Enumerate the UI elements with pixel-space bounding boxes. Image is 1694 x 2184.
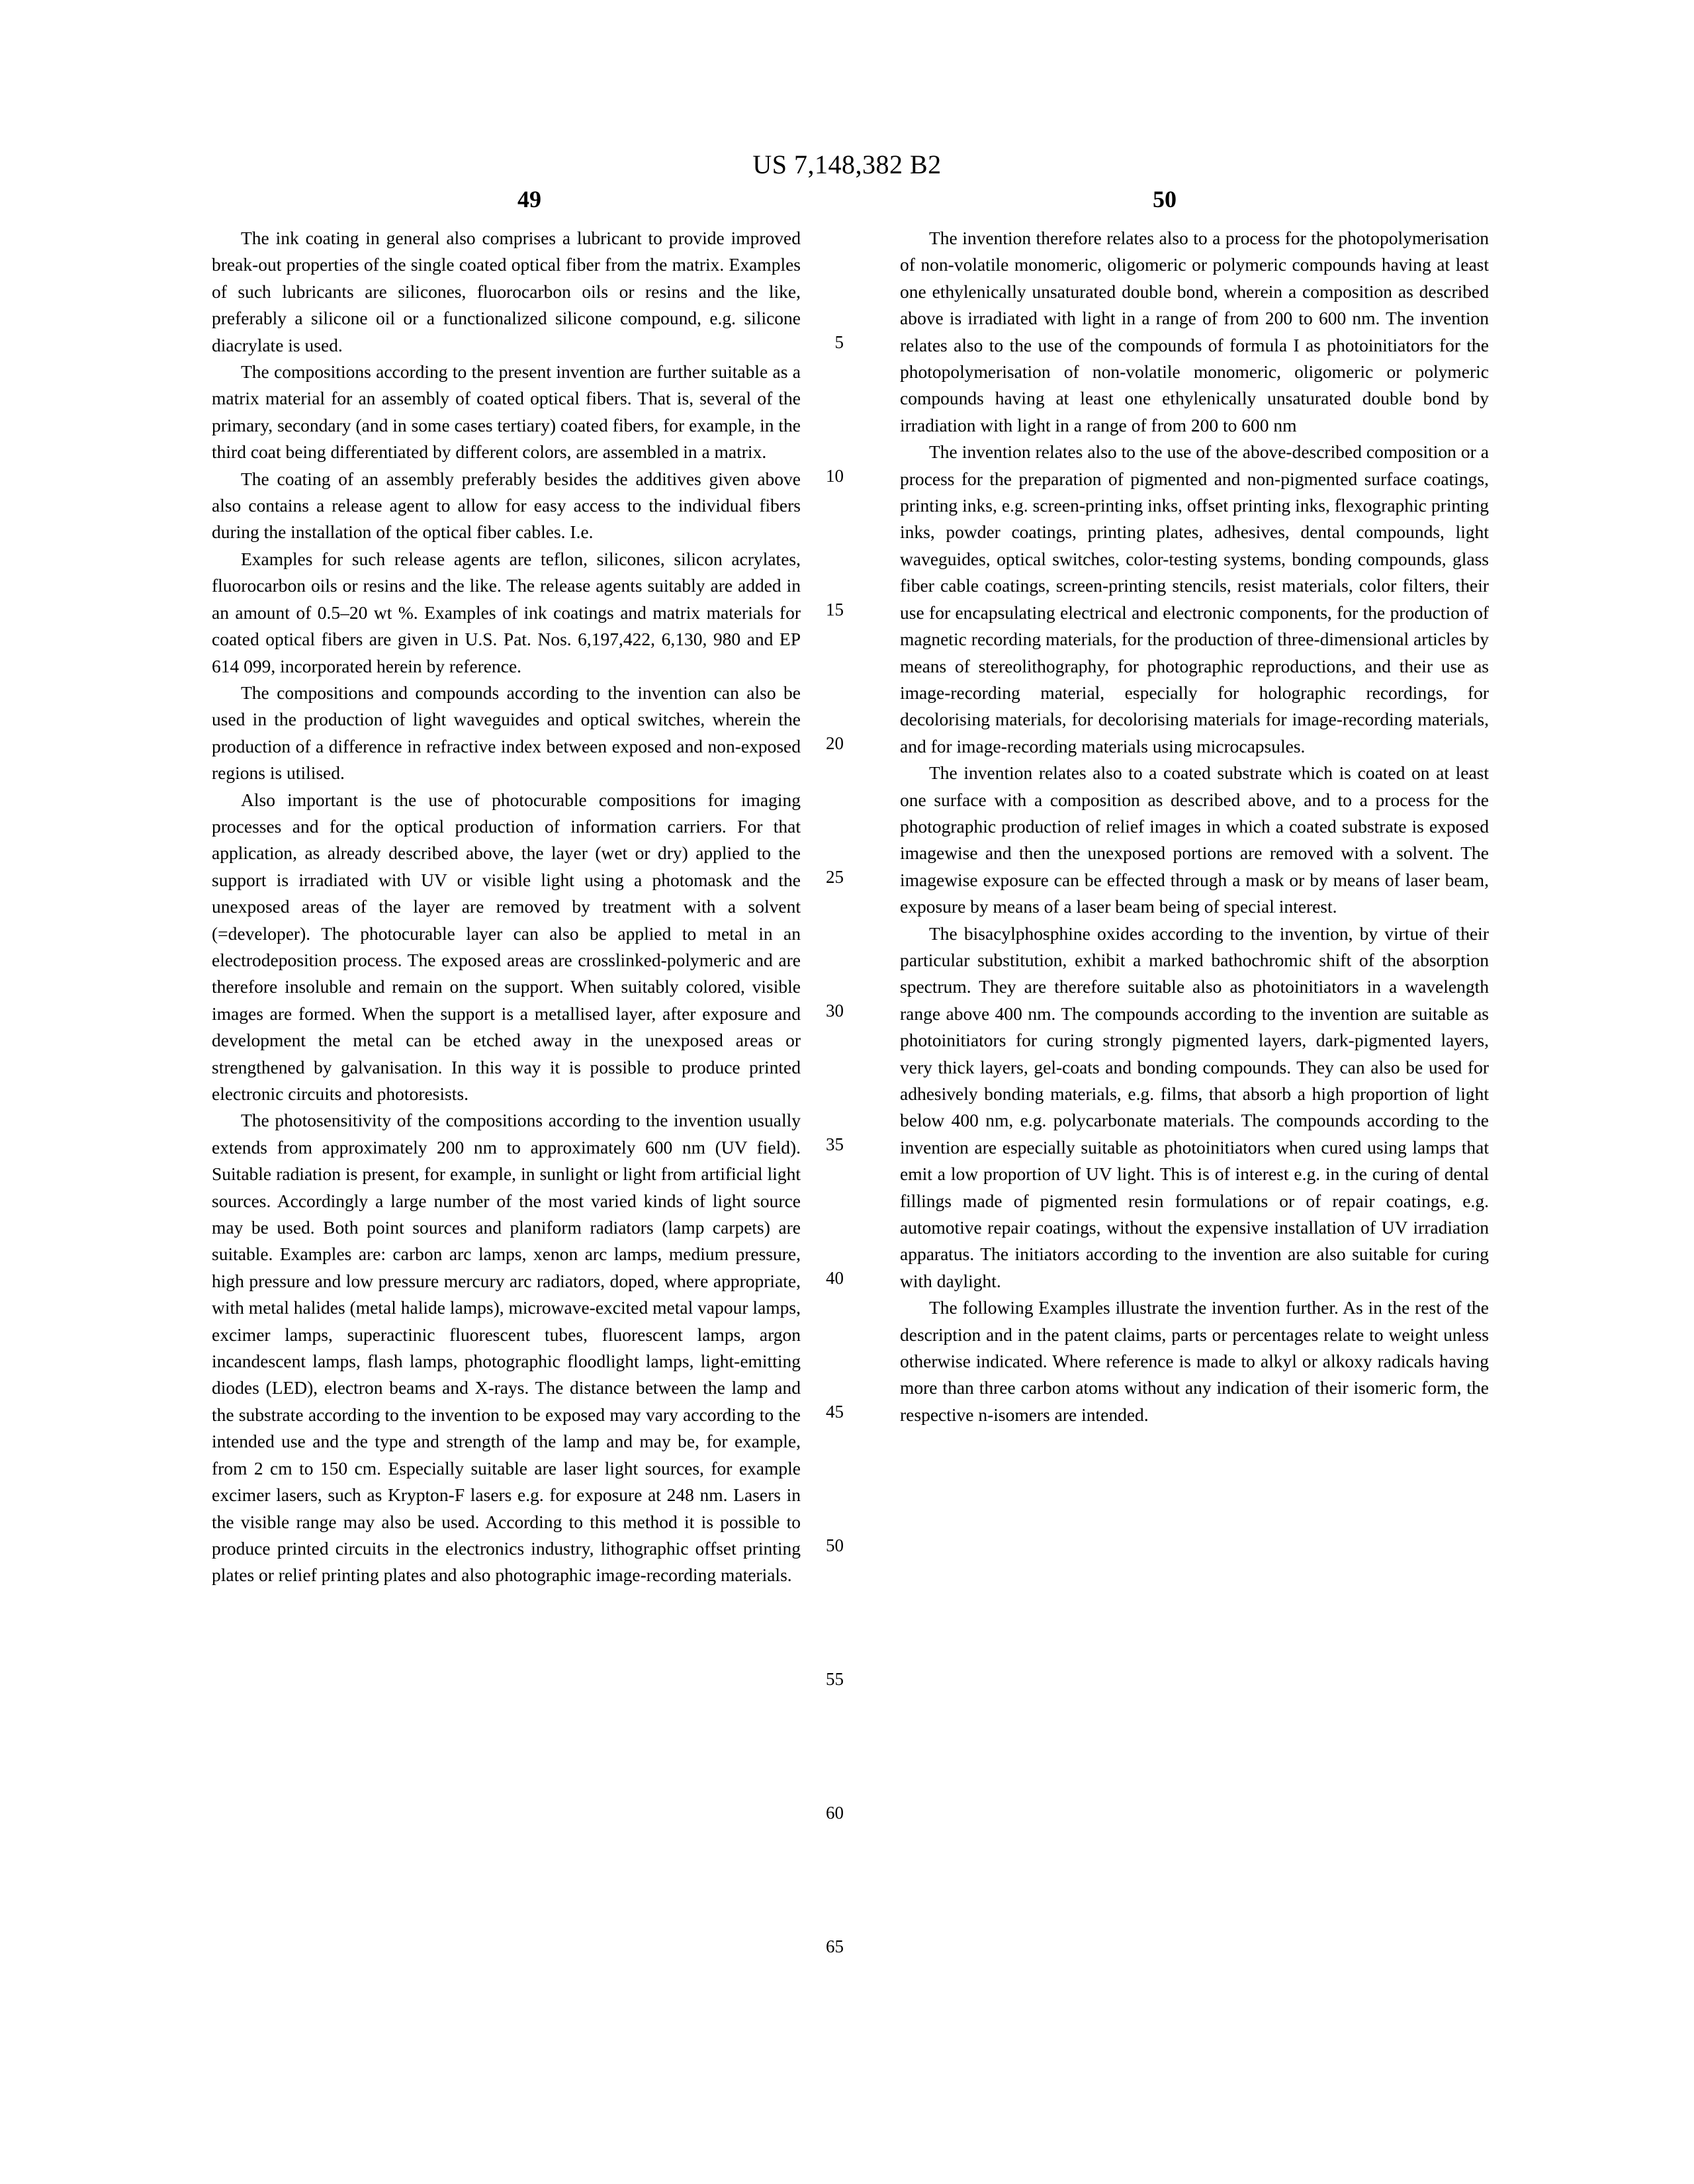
paragraph: The following Examples illustrate the invention further. As in the rest of the description and in the patent claims, parts or percentages relate to weight unless otherwise indicated. Where reference is made to alkyl or alkoxy radicals having more than three carbon atoms without any indication of their isomeric form, the respective n-isomers are intended. (900, 1297, 1489, 1425)
paragraph: Also important is the use of photocurable compositions for imaging processes and for the optical production of information carriers. For that application, as already described above, the layer (wet or dry) applied to the support is irradiated with UV or visible light using a photomask and the unexposed areas of the layer are removed by treatment with a solvent (=developer). The photocurable layer can also be applied to metal in an electrodeposition process. The exposed areas are crosslinked-polymeric and are therefore insoluble and remain on the support. When suitably colored, visible images are formed. When the support is a metallised layer, after exposure and development the metal can be etched away in the unexposed areas or strengthened by galvanisation. In this way it is possible to produce printed electronic circuits and photoresists. (212, 789, 801, 1104)
line-number: 35 (826, 1134, 844, 1154)
line-number: 60 (826, 1803, 844, 1823)
paragraph: The compositions and compounds according to the invention can also be used in the production of light waveguides and optical switches, wherein the production of a difference in refractive index between exposed and non-exposed regions is utilised. (212, 682, 801, 784)
paragraph: The ink coating in general also comprises a lubricant to provide improved break-out properties of the single coated optical fiber from the matrix. Examples of such lubricants are silicones, fluorocarbon oils or resins and the like, preferably a silicone oil or a functionalized silicone compound, e.g. silicone diacrylate is used. (212, 228, 801, 355)
line-number: 25 (826, 867, 844, 887)
paragraph: Examples for such release agents are teflon, silicones, silicon acrylates, fluorocarbon oils or resins and the like. The release agents suitably are added in an amount of 0.5–20 wt %. Examples of ink coatings and matrix materials for coated optical fibers are given in U.S. Pat. Nos. 6,197,422, 6,130, 980 and EP 614 099, incorporated herein by reference. (212, 548, 801, 676)
line-number: 40 (826, 1268, 844, 1288)
right-column-page-number: 50 (1153, 186, 1177, 212)
column-page-numbers (212, 185, 1482, 213)
left-column-page-number: 49 (517, 186, 541, 212)
line-number: 5 (834, 332, 844, 352)
line-number: 20 (826, 733, 844, 753)
paragraph: The bisacylphosphine oxides according to the invention, by virtue of their particular substitution, exhibit a marked bathochromic shift of the absorption spectrum. They are therefore suitable also as photoinitiators in a wavelength range above 400 nm. The compounds according to the invention are suitable as photoinitiators for curing strongly pigmented layers, dark-pigmented layers, very thick layers, gel-coats and bonding compounds. They can also be used for adhesively bonding materials, e.g. films, that absorb a high proportion of light below 400 nm, e.g. polycarbonate materials. The compounds according to the invention are especially suitable as photoinitiators when cured using lamps that emit a low proportion of UV light. This is of interest e.g. in the curing of dental fillings made of pigmented resin formulations or of repair coatings, e.g. automotive repair coatings, without the expensive installation of UV irradiation apparatus. The initiators according to the invention are also suitable for curing with daylight. (900, 923, 1489, 1291)
paragraph: The coating of an assembly preferably besides the additives given above also contains a release agent to allow for easy access to the individual fibers during the installation of the optical fiber cables. I.e. (212, 468, 801, 543)
paragraph: The invention therefore relates also to a process for the photopolymerisation of non-volatile monomeric, oligomeric or polymeric compounds having at least one ethylenically unsaturated double bond, wherein a composition as described above is irradiated with light in a range of from 200 to 600 nm. The invention relates also to the use of the compounds of formula I as photoinitiators for the photopolymerisation of non-volatile monomeric, oligomeric or polymeric compounds having at least one ethylenically unsaturated double bond by irradiation with light in a range of from 200 to 600 nm (900, 228, 1489, 435)
line-number: 65 (826, 1936, 844, 1956)
paragraph: The invention relates also to a coated substrate which is coated on at least one surface with a composition as described above, and to a process for the photographic production of relief images in which a coated substrate is exposed imagewise and then the unexposed portions are removed with a solvent. The imagewise exposure can be effected through a mask or by means of laser beam, exposure by means of a laser beam being of special interest. (900, 762, 1489, 917)
patent-number-header: US 7,148,382 B2 (752, 150, 942, 179)
line-number: 50 (826, 1535, 844, 1555)
paragraph: The compositions according to the present invention are further suitable as a matrix material for an assembly of coated optical fibers. That is, several of the primary, secondary (and in some cases tertiary) coated fibers, for example, in the third coat being differentiated by different colors, are assembled in a matrix. (212, 361, 801, 463)
right-column (900, 225, 1489, 1589)
body-columns (212, 225, 1489, 1589)
line-number: 10 (826, 466, 844, 486)
line-number: 55 (826, 1669, 844, 1689)
line-number: 30 (826, 1001, 844, 1021)
paragraph: The photosensitivity of the compositions according to the invention usually extends from approximately 200 nm to approximately 600 nm (UV field). Suitable radiation is present, for example, in sunlight or light from artificial light sources. Accordingly a large number of the most varied kinds of light source may be used. Both point sources and planiform radiators (lamp carpets) are suitable. Examples are: carbon arc lamps, xenon arc lamps, medium pressure, high pressure and low pressure mercury arc radiators, doped, where appropriate, with metal halides (metal halide lamps), microwave-excited metal vapour lamps, excimer lamps, superactinic fluorescent tubes, fluorescent lamps, argon incandescent lamps, flash lamps, photographic floodlight lamps, light-emitting diodes (LED), electron beams and X-rays. The distance between the lamp and the substrate according to the invention to be exposed may vary according to the intended use and the type and strength of the lamp and may be, for example, from 2 cm to 150 cm. Especially suitable are laser light sources, for example excimer lasers, such as Krypton-F lasers e.g. for exposure at 248 nm. Lasers in the visible range may also be used. According to this method it is possible to produce printed circuits in the electronics industry, lithographic offset printing plates or relief printing plates and also photographic image-recording materials. (212, 1110, 801, 1586)
paragraph: The invention relates also to the use of the above-described composition or a process for the preparation of pigmented and non-pigmented surface coatings, printing inks, e.g. screen-printing inks, offset printing inks, flexographic printing inks, powder coatings, printing plates, adhesives, dental compounds, light waveguides, optical switches, color-testing systems, bonding compounds, glass fiber cable coatings, screen-printing stencils, resist materials, color filters, their use for encapsulating electrical and electronic components, for the production of magnetic recording materials, for the production of three-dimensional articles by means of stereolithography, for photographic reproductions, and their use as image-recording material, especially for holographic recordings, for decolorising materials, for decolorising materials for image-recording materials, and for image-recording materials using microcapsules. (900, 441, 1489, 756)
line-number: 45 (826, 1402, 844, 1422)
left-column (212, 225, 801, 1589)
line-number: 15 (826, 600, 844, 619)
